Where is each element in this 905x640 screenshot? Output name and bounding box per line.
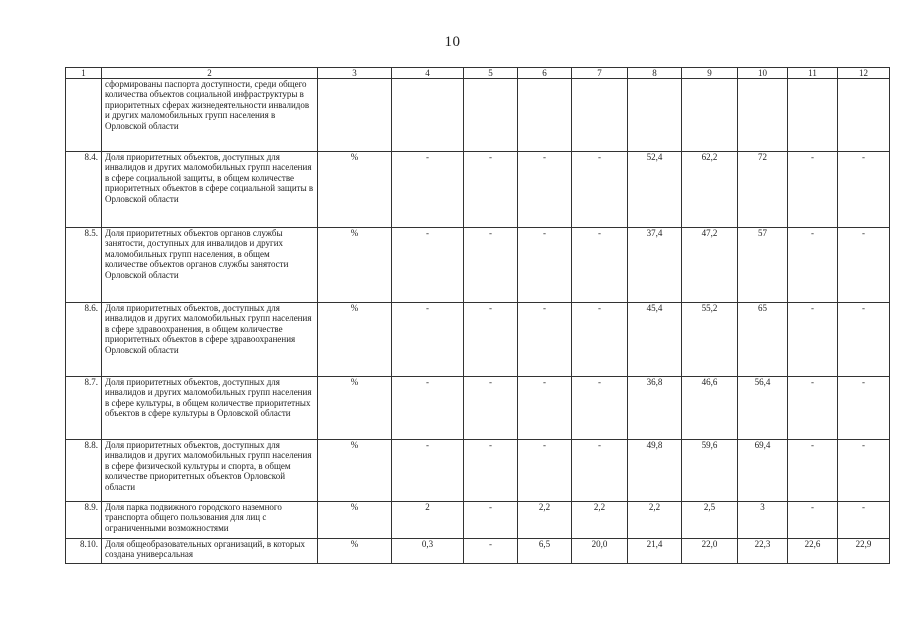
row-description: Доля приоритетных объектов, доступных для инвалидов и других маломобильных групп населения в сфере культуры, в общем количестве приоритетных объектов в сфере культуры в Орловской области (102, 377, 318, 440)
cell-value: 2,5 (682, 502, 738, 539)
cell-value: 72 (738, 152, 788, 228)
cell-value: - (788, 377, 838, 440)
row-description: Доля приоритетных объектов, доступных для инвалидов и других маломобильных групп населения в сфере физической культуры и спорта, в общем количестве приоритетных объектов Орловской области (102, 440, 318, 502)
cell-value: 2,2 (518, 502, 572, 539)
cell-value: 3 (738, 502, 788, 539)
cell-value: 36,8 (628, 377, 682, 440)
row-description: Доля общеобразовательных организаций, в которых создана универсальная (102, 539, 318, 564)
cell-value: - (392, 440, 464, 502)
table-row (66, 377, 890, 440)
column-header: 3 (318, 68, 392, 79)
cell-value (628, 79, 682, 152)
cell-value: - (464, 440, 518, 502)
cell-value: 55,2 (682, 303, 738, 377)
table-row (66, 303, 890, 377)
indicator-table (65, 67, 890, 564)
cell-value: - (518, 228, 572, 303)
cell-value: - (572, 152, 628, 228)
column-number-row (66, 68, 890, 79)
cell-unit: % (318, 152, 392, 228)
cell-value: 56,4 (738, 377, 788, 440)
cell-value: 20,0 (572, 539, 628, 564)
column-header: 4 (392, 68, 464, 79)
cell-value: 22,6 (788, 539, 838, 564)
column-header: 8 (628, 68, 682, 79)
column-header: 12 (838, 68, 890, 79)
cell-value: - (464, 377, 518, 440)
column-header: 1 (66, 68, 102, 79)
cell-value: 2,2 (628, 502, 682, 539)
cell-value: 47,2 (682, 228, 738, 303)
cell-value: - (788, 502, 838, 539)
table-row (66, 79, 890, 152)
cell-value: 2,2 (572, 502, 628, 539)
cell-unit: % (318, 539, 392, 564)
cell-unit: % (318, 502, 392, 539)
cell-value: - (788, 228, 838, 303)
cell-value: - (788, 152, 838, 228)
row-number: 8.6. (66, 303, 102, 377)
cell-value: - (518, 152, 572, 228)
column-header: 2 (102, 68, 318, 79)
row-description: Доля парка подвижного городского наземного транспорта общего пользования для лиц с ограниченными возможностями (102, 502, 318, 539)
cell-unit: % (318, 377, 392, 440)
row-number: 8.9. (66, 502, 102, 539)
cell-value (392, 79, 464, 152)
cell-value: 59,6 (682, 440, 738, 502)
table-row (66, 440, 890, 502)
cell-value (788, 79, 838, 152)
cell-value: 22,0 (682, 539, 738, 564)
cell-unit: % (318, 228, 392, 303)
cell-value: 57 (738, 228, 788, 303)
table-row (66, 228, 890, 303)
cell-value: - (572, 228, 628, 303)
cell-unit: % (318, 440, 392, 502)
row-description: сформированы паспорта доступности, среди общего количества объектов социальной инфраструктуры в приоритетных сферах жизнедеятельности инвалидов и других маломобильных групп населения в Орловской области (102, 79, 318, 152)
row-number: 8.5. (66, 228, 102, 303)
table-row (66, 539, 890, 564)
cell-value: 49,8 (628, 440, 682, 502)
cell-value: - (572, 377, 628, 440)
cell-value: 22,9 (838, 539, 890, 564)
cell-value: - (464, 152, 518, 228)
cell-value: - (464, 228, 518, 303)
cell-value (682, 79, 738, 152)
table-row (66, 152, 890, 228)
page-number: 10 (444, 34, 461, 50)
cell-value: - (392, 377, 464, 440)
cell-value: - (838, 502, 890, 539)
cell-value: - (392, 228, 464, 303)
cell-value: 6,5 (518, 539, 572, 564)
cell-value (738, 79, 788, 152)
cell-value: - (464, 539, 518, 564)
column-header: 5 (464, 68, 518, 79)
cell-value: 52,4 (628, 152, 682, 228)
row-description: Доля приоритетных объектов, доступных для инвалидов и других маломобильных групп населения в сфере здравоохранения, в общем количестве приоритетных объектов в сфере здравоохранения Орловской области (102, 303, 318, 377)
cell-value (572, 79, 628, 152)
cell-value (464, 79, 518, 152)
row-number: 8.7. (66, 377, 102, 440)
row-number: 8.8. (66, 440, 102, 502)
column-header: 7 (572, 68, 628, 79)
row-description: Доля приоритетных объектов органов службы занятости, доступных для инвалидов и других маломобильных групп населения, в общем количестве объектов органов службы занятости Орловской области (102, 228, 318, 303)
cell-value: 69,4 (738, 440, 788, 502)
cell-value: 2 (392, 502, 464, 539)
cell-value: - (788, 440, 838, 502)
column-header: 9 (682, 68, 738, 79)
cell-value: 65 (738, 303, 788, 377)
cell-value: - (518, 377, 572, 440)
row-number (66, 79, 102, 152)
cell-value: 22,3 (738, 539, 788, 564)
cell-value: 62,2 (682, 152, 738, 228)
row-description: Доля приоритетных объектов, доступных для инвалидов и других маломобильных групп населения в сфере социальной защиты, в общем количестве приоритетных объектов в сфере социальной защиты в Орловской области (102, 152, 318, 228)
cell-value: 0,3 (392, 539, 464, 564)
cell-value: - (838, 440, 890, 502)
table-row (66, 502, 890, 539)
cell-value: - (572, 303, 628, 377)
cell-value: - (788, 303, 838, 377)
cell-value: - (572, 440, 628, 502)
column-header: 10 (738, 68, 788, 79)
cell-value: - (838, 377, 890, 440)
cell-value: - (464, 502, 518, 539)
cell-value: - (518, 303, 572, 377)
cell-value: 37,4 (628, 228, 682, 303)
cell-value: - (392, 303, 464, 377)
cell-unit: % (318, 303, 392, 377)
cell-value: 21,4 (628, 539, 682, 564)
cell-value (838, 79, 890, 152)
cell-value: 45,4 (628, 303, 682, 377)
column-header: 6 (518, 68, 572, 79)
row-number: 8.4. (66, 152, 102, 228)
cell-value: - (838, 303, 890, 377)
cell-value: - (464, 303, 518, 377)
cell-value (518, 79, 572, 152)
cell-value: - (838, 152, 890, 228)
cell-value: - (392, 152, 464, 228)
cell-value: - (838, 228, 890, 303)
cell-value: 46,6 (682, 377, 738, 440)
column-header: 11 (788, 68, 838, 79)
cell-unit (318, 79, 392, 152)
cell-value: - (518, 440, 572, 502)
row-number: 8.10. (66, 539, 102, 564)
